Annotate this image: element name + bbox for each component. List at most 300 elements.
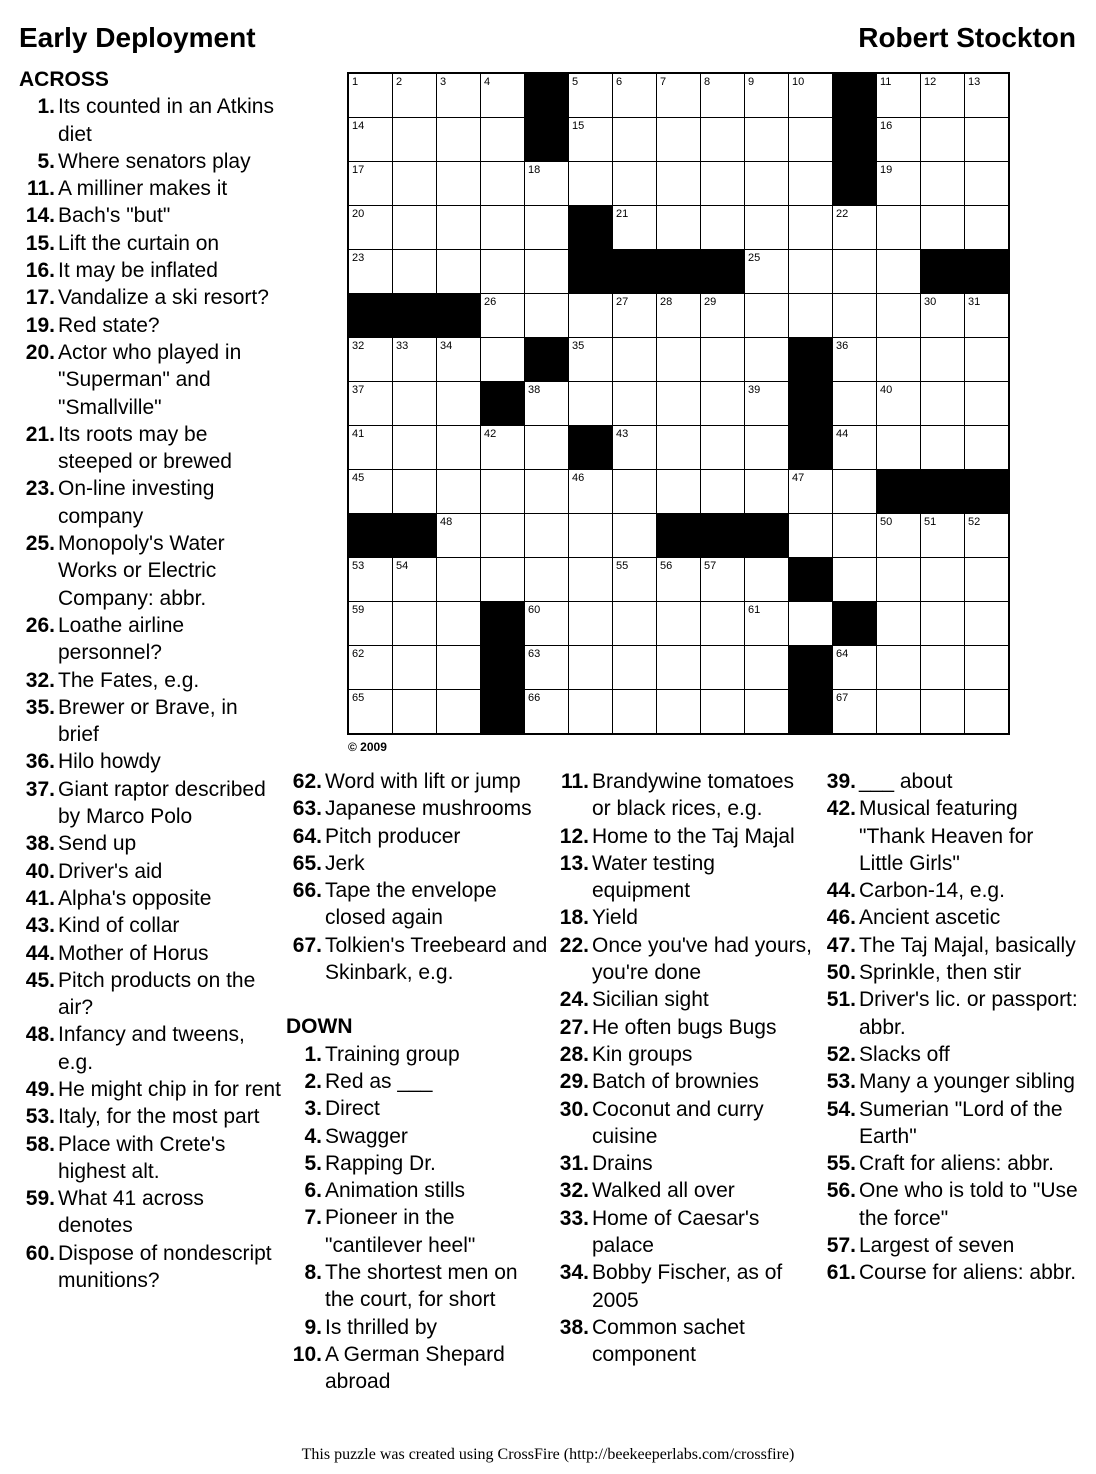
grid-cell[interactable]	[569, 602, 612, 645]
grid-cell[interactable]	[921, 602, 964, 645]
grid-cell[interactable]	[921, 558, 964, 601]
grid-cell[interactable]	[657, 294, 700, 337]
grid-cell[interactable]	[833, 382, 876, 425]
grid-cell[interactable]	[437, 602, 480, 645]
cell-number: 55	[616, 560, 629, 572]
grid-cell[interactable]	[393, 690, 436, 733]
grid-cell[interactable]	[965, 338, 1008, 381]
grid-cell[interactable]	[921, 338, 964, 381]
clue-number: 6.	[304, 1179, 322, 1203]
grid-cell[interactable]	[613, 470, 656, 513]
grid-cell[interactable]	[921, 514, 964, 557]
grid-cell[interactable]	[701, 338, 744, 381]
grid-cell[interactable]	[921, 426, 964, 469]
grid-cell[interactable]	[877, 162, 920, 205]
grid-cell[interactable]	[701, 162, 744, 205]
grid-cell[interactable]	[349, 382, 392, 425]
grid-cell[interactable]	[481, 426, 524, 469]
down-clue	[820, 959, 1082, 986]
clue-text: Water testing equipment	[592, 851, 715, 903]
clue-text: Hilo howdy	[58, 750, 161, 774]
grid-cell[interactable]	[965, 206, 1008, 249]
clue-number: 65.	[292, 851, 322, 875]
grid-cell[interactable]	[569, 74, 612, 117]
grid-cell[interactable]	[437, 206, 480, 249]
black-square	[569, 206, 612, 249]
grid-cell[interactable]	[437, 558, 480, 601]
grid-cell[interactable]	[481, 74, 524, 117]
grid-cell[interactable]	[525, 382, 568, 425]
grid-cell[interactable]	[921, 382, 964, 425]
cell-number: 63	[528, 648, 541, 660]
grid-cell[interactable]	[525, 250, 568, 293]
grid-cell[interactable]	[701, 118, 744, 161]
cell-number: 44	[836, 428, 849, 440]
grid-cell[interactable]	[701, 426, 744, 469]
grid-cell[interactable]	[657, 602, 700, 645]
grid-cell[interactable]	[613, 690, 656, 733]
clue-text: Yield	[592, 906, 638, 930]
down-clue	[286, 1341, 548, 1396]
grid-cell[interactable]	[437, 338, 480, 381]
grid-cell[interactable]	[613, 646, 656, 689]
grid-cell[interactable]	[393, 426, 436, 469]
grid-cell[interactable]	[701, 690, 744, 733]
grid-cell[interactable]	[789, 250, 832, 293]
grid-cell[interactable]	[921, 74, 964, 117]
clue-text: The Taj Majal, basically	[859, 933, 1076, 957]
grid-cell[interactable]	[481, 470, 524, 513]
grid-cell[interactable]	[745, 206, 788, 249]
grid-cell[interactable]	[965, 118, 1008, 161]
clue-number: 41.	[25, 886, 55, 910]
grid-cell[interactable]	[613, 558, 656, 601]
grid-cell[interactable]	[921, 162, 964, 205]
grid-cell[interactable]	[701, 602, 744, 645]
down-clue	[286, 1204, 548, 1259]
clue-column-2	[286, 768, 548, 1396]
grid-cell[interactable]	[657, 690, 700, 733]
grid-cell[interactable]	[789, 162, 832, 205]
black-square	[789, 558, 832, 601]
across-clue	[19, 148, 281, 175]
cell-number: 62	[352, 648, 365, 660]
grid-cell[interactable]	[349, 646, 392, 689]
clue-text: Rapping Dr.	[325, 1151, 436, 1175]
grid-cell[interactable]	[481, 514, 524, 557]
grid-cell[interactable]	[569, 162, 612, 205]
grid-cell[interactable]	[877, 602, 920, 645]
clue-number: 28.	[559, 1042, 589, 1066]
grid-cell[interactable]	[613, 162, 656, 205]
black-square	[569, 426, 612, 469]
down-clue	[553, 1259, 815, 1314]
clue-text: Actor who played in "Superman" and "Smallville"	[58, 340, 242, 419]
black-square	[833, 162, 876, 205]
grid-cell[interactable]	[393, 250, 436, 293]
grid-cell[interactable]	[833, 470, 876, 513]
grid-cell[interactable]	[833, 514, 876, 557]
grid-cell[interactable]	[789, 602, 832, 645]
black-square	[481, 382, 524, 425]
grid-cell[interactable]	[437, 382, 480, 425]
clue-text: Batch of brownies	[592, 1070, 759, 1094]
across-clue	[19, 475, 281, 530]
clue-number: 33.	[559, 1206, 589, 1230]
grid-cell[interactable]	[525, 514, 568, 557]
grid-cell[interactable]	[965, 74, 1008, 117]
grid-cell[interactable]	[481, 558, 524, 601]
grid-cell[interactable]	[833, 558, 876, 601]
grid-cell[interactable]	[525, 470, 568, 513]
grid-cell[interactable]	[525, 646, 568, 689]
black-square	[965, 470, 1008, 513]
grid-cell[interactable]	[745, 558, 788, 601]
grid-cell[interactable]	[701, 382, 744, 425]
grid-cell[interactable]	[877, 338, 920, 381]
grid-cell[interactable]	[437, 690, 480, 733]
grid-cell[interactable]	[657, 74, 700, 117]
grid-cell[interactable]	[789, 74, 832, 117]
black-square	[569, 250, 612, 293]
grid-cell[interactable]	[525, 690, 568, 733]
grid-cell[interactable]	[877, 382, 920, 425]
clue-number: 38.	[559, 1315, 589, 1339]
grid-cell[interactable]	[481, 162, 524, 205]
grid-cell[interactable]	[877, 294, 920, 337]
clue-text: Brandywine tomatoes or black rices, e.g.	[592, 770, 794, 821]
cell-number: 35	[572, 340, 585, 352]
grid-cell[interactable]	[745, 74, 788, 117]
grid-cell[interactable]	[657, 426, 700, 469]
grid-cell[interactable]	[569, 294, 612, 337]
grid-cell[interactable]	[745, 382, 788, 425]
clue-number: 11.	[26, 177, 55, 201]
grid-cell[interactable]	[393, 206, 436, 249]
grid-cell[interactable]	[525, 602, 568, 645]
grid-cell[interactable]	[657, 382, 700, 425]
grid-cell[interactable]	[657, 470, 700, 513]
grid-cell[interactable]	[349, 162, 392, 205]
grid-cell[interactable]	[877, 74, 920, 117]
grid-cell[interactable]	[877, 690, 920, 733]
clue-column-1	[19, 66, 281, 1294]
grid-cell[interactable]	[349, 690, 392, 733]
grid-cell[interactable]	[481, 206, 524, 249]
grid-cell[interactable]	[349, 74, 392, 117]
grid-cell[interactable]	[745, 690, 788, 733]
cell-number: 19	[880, 164, 893, 176]
grid-cell[interactable]	[701, 558, 744, 601]
cell-number: 26	[484, 296, 497, 308]
grid-cell[interactable]	[877, 646, 920, 689]
grid-cell[interactable]	[745, 338, 788, 381]
grid-cell[interactable]	[481, 338, 524, 381]
clue-text: Vandalize a ski resort?	[58, 286, 269, 310]
grid-cell[interactable]	[349, 602, 392, 645]
clue-number: 5.	[304, 1151, 322, 1175]
grid-cell[interactable]	[349, 250, 392, 293]
clue-text: Ancient ascetic	[859, 906, 1001, 930]
clue-text: Driver's lic. or passport: abbr.	[859, 988, 1078, 1039]
cell-number: 1	[352, 76, 359, 88]
black-square	[789, 426, 832, 469]
grid-cell[interactable]	[965, 646, 1008, 689]
across-clue	[19, 748, 281, 775]
grid-cell[interactable]	[701, 74, 744, 117]
clue-number: 61.	[826, 1261, 856, 1285]
grid-cell[interactable]	[965, 514, 1008, 557]
cell-number: 65	[352, 692, 365, 704]
across-clue	[286, 850, 548, 877]
clue-number: 1.	[304, 1042, 322, 1066]
clue-number: 49.	[25, 1077, 55, 1101]
black-square	[613, 250, 656, 293]
grid-cell[interactable]	[349, 338, 392, 381]
grid-cell[interactable]	[613, 514, 656, 557]
grid-cell[interactable]	[613, 74, 656, 117]
clue-text: Common sachet component	[592, 1315, 745, 1367]
grid-cell[interactable]	[745, 470, 788, 513]
grid-cell[interactable]	[481, 118, 524, 161]
grid-cell[interactable]	[657, 558, 700, 601]
clue-text: Animation stills	[325, 1179, 466, 1203]
grid-cell[interactable]	[877, 558, 920, 601]
grid-cell[interactable]	[613, 338, 656, 381]
grid-cell[interactable]	[657, 646, 700, 689]
grid-cell[interactable]	[657, 162, 700, 205]
cell-number: 25	[748, 252, 761, 264]
grid-cell[interactable]	[833, 690, 876, 733]
grid-cell[interactable]	[789, 294, 832, 337]
grid-cell[interactable]	[393, 162, 436, 205]
grid-cell[interactable]	[569, 514, 612, 557]
grid-cell[interactable]	[569, 118, 612, 161]
clue-text: He might chip in for rent	[58, 1077, 281, 1101]
grid-cell[interactable]	[833, 426, 876, 469]
grid-cell[interactable]	[393, 602, 436, 645]
clue-text: Pitch producer	[325, 824, 461, 848]
down-clue	[286, 1068, 548, 1095]
grid-cell[interactable]	[833, 338, 876, 381]
black-square	[393, 514, 436, 557]
grid-cell[interactable]	[965, 162, 1008, 205]
cell-number: 22	[836, 208, 849, 220]
cell-number: 4	[484, 76, 491, 88]
clue-number: 27.	[559, 1015, 589, 1039]
clue-text: Its roots may be steeped or brewed	[58, 422, 232, 474]
clue-number: 25.	[25, 532, 55, 556]
grid-cell[interactable]	[613, 426, 656, 469]
clue-text: What 41 across denotes	[58, 1187, 204, 1238]
clue-text: Sprinkle, then stir	[859, 961, 1022, 985]
grid-cell[interactable]	[921, 206, 964, 249]
grid-cell[interactable]	[877, 426, 920, 469]
grid-cell[interactable]	[525, 294, 568, 337]
across-clue	[19, 257, 281, 284]
grid-cell[interactable]	[965, 690, 1008, 733]
cell-number: 20	[352, 208, 365, 220]
grid-cell[interactable]	[921, 646, 964, 689]
grid-cell[interactable]	[393, 382, 436, 425]
clue-number: 3.	[304, 1097, 322, 1121]
grid-cell[interactable]	[569, 690, 612, 733]
clue-number: 18.	[559, 906, 589, 930]
cell-number: 17	[352, 164, 365, 176]
across-clue	[19, 93, 281, 148]
black-square	[833, 118, 876, 161]
black-square	[701, 250, 744, 293]
grid-cell[interactable]	[613, 294, 656, 337]
grid-cell[interactable]	[701, 206, 744, 249]
puzzle-author: Robert Stockton	[858, 22, 1076, 53]
clue-number: 67.	[292, 933, 322, 957]
grid-cell[interactable]	[393, 338, 436, 381]
clue-number: 32.	[559, 1179, 589, 1203]
down-clue	[553, 1041, 815, 1068]
cell-number: 14	[352, 120, 365, 132]
clue-number: 1.	[37, 95, 55, 119]
grid-cell[interactable]	[745, 250, 788, 293]
grid-cell[interactable]	[701, 470, 744, 513]
grid-cell[interactable]	[569, 646, 612, 689]
grid-cell[interactable]	[745, 646, 788, 689]
grid-cell[interactable]	[437, 646, 480, 689]
grid-cell[interactable]	[349, 118, 392, 161]
grid-cell[interactable]	[965, 602, 1008, 645]
grid-cell[interactable]	[437, 118, 480, 161]
grid-cell[interactable]	[437, 514, 480, 557]
down-clue	[820, 1041, 1082, 1068]
grid-cell[interactable]	[569, 470, 612, 513]
grid-cell[interactable]	[437, 162, 480, 205]
grid-cell[interactable]	[613, 206, 656, 249]
clue-number: 5.	[37, 149, 55, 173]
grid-cell[interactable]	[569, 338, 612, 381]
grid-cell[interactable]	[789, 470, 832, 513]
grid-cell[interactable]	[833, 294, 876, 337]
grid-cell[interactable]	[657, 206, 700, 249]
clue-text: Bach's "but"	[58, 204, 171, 228]
clue-number: 4.	[304, 1124, 322, 1148]
grid-cell[interactable]	[481, 294, 524, 337]
grid-cell[interactable]	[701, 646, 744, 689]
clue-text: Red as ___	[325, 1069, 433, 1093]
grid-cell[interactable]	[921, 118, 964, 161]
grid-cell[interactable]	[437, 470, 480, 513]
grid-cell[interactable]	[745, 602, 788, 645]
grid-cell[interactable]	[745, 162, 788, 205]
grid-cell[interactable]	[349, 206, 392, 249]
grid-cell[interactable]	[657, 118, 700, 161]
black-square	[525, 74, 568, 117]
grid-cell[interactable]	[349, 470, 392, 513]
across-clue	[286, 768, 548, 795]
grid-cell[interactable]	[921, 294, 964, 337]
grid-cell[interactable]	[393, 558, 436, 601]
black-square	[745, 514, 788, 557]
grid-cell[interactable]	[921, 690, 964, 733]
cell-number: 18	[528, 164, 541, 176]
grid-cell[interactable]	[525, 558, 568, 601]
grid-cell[interactable]	[613, 382, 656, 425]
grid-cell[interactable]	[965, 426, 1008, 469]
grid-cell[interactable]	[877, 206, 920, 249]
grid-cell[interactable]	[437, 74, 480, 117]
clue-text: Brewer or Brave, in brief	[58, 695, 238, 747]
across-clue	[19, 858, 281, 885]
cell-number: 5	[572, 76, 579, 88]
cell-number: 28	[660, 296, 673, 308]
down-clue	[820, 1068, 1082, 1095]
clue-number: 57.	[826, 1234, 856, 1258]
grid-cell[interactable]	[745, 294, 788, 337]
grid-cell[interactable]	[481, 250, 524, 293]
grid-cell[interactable]	[965, 558, 1008, 601]
grid-cell[interactable]	[833, 206, 876, 249]
grid-cell[interactable]	[525, 162, 568, 205]
grid-cell[interactable]	[437, 250, 480, 293]
clue-text: The Fates, e.g.	[58, 668, 200, 692]
grid-cell[interactable]	[525, 426, 568, 469]
down-clue	[286, 1123, 548, 1150]
grid-cell[interactable]	[789, 118, 832, 161]
clue-number: 39.	[826, 770, 856, 793]
grid-cell[interactable]	[877, 514, 920, 557]
black-square	[349, 514, 392, 557]
grid-cell[interactable]	[569, 382, 612, 425]
grid-cell[interactable]	[349, 558, 392, 601]
clue-number: 48.	[25, 1023, 55, 1047]
cell-number: 34	[440, 340, 453, 352]
grid-cell[interactable]	[789, 514, 832, 557]
grid-cell[interactable]	[569, 558, 612, 601]
cell-number: 31	[968, 296, 981, 308]
clue-number: 29.	[559, 1070, 589, 1094]
grid-cell[interactable]	[349, 426, 392, 469]
black-square	[921, 250, 964, 293]
grid-cell[interactable]	[437, 426, 480, 469]
grid-cell[interactable]	[833, 646, 876, 689]
grid-cell[interactable]	[789, 206, 832, 249]
grid-cell[interactable]	[613, 118, 656, 161]
grid-cell[interactable]	[525, 206, 568, 249]
clue-number: 11.	[560, 770, 589, 793]
clue-number: 32.	[25, 668, 55, 692]
clue-number: 21.	[25, 422, 55, 446]
black-square	[657, 250, 700, 293]
grid-cell[interactable]	[393, 118, 436, 161]
grid-cell[interactable]	[965, 382, 1008, 425]
grid-cell[interactable]	[745, 426, 788, 469]
grid-cell[interactable]	[965, 294, 1008, 337]
black-square	[789, 338, 832, 381]
across-clue	[19, 776, 281, 831]
cell-number: 36	[836, 340, 849, 352]
grid-cell[interactable]	[833, 250, 876, 293]
grid-cell[interactable]	[745, 118, 788, 161]
grid-cell[interactable]	[701, 294, 744, 337]
grid-cell[interactable]	[657, 338, 700, 381]
clue-text: Carbon-14, e.g.	[859, 879, 1005, 903]
grid-cell[interactable]	[877, 118, 920, 161]
grid-cell[interactable]	[393, 470, 436, 513]
grid-cell[interactable]	[393, 646, 436, 689]
grid-cell[interactable]	[393, 74, 436, 117]
grid-cell[interactable]	[877, 250, 920, 293]
grid-cell[interactable]	[613, 602, 656, 645]
clue-text: Pioneer in the "cantilever heel"	[325, 1206, 476, 1257]
